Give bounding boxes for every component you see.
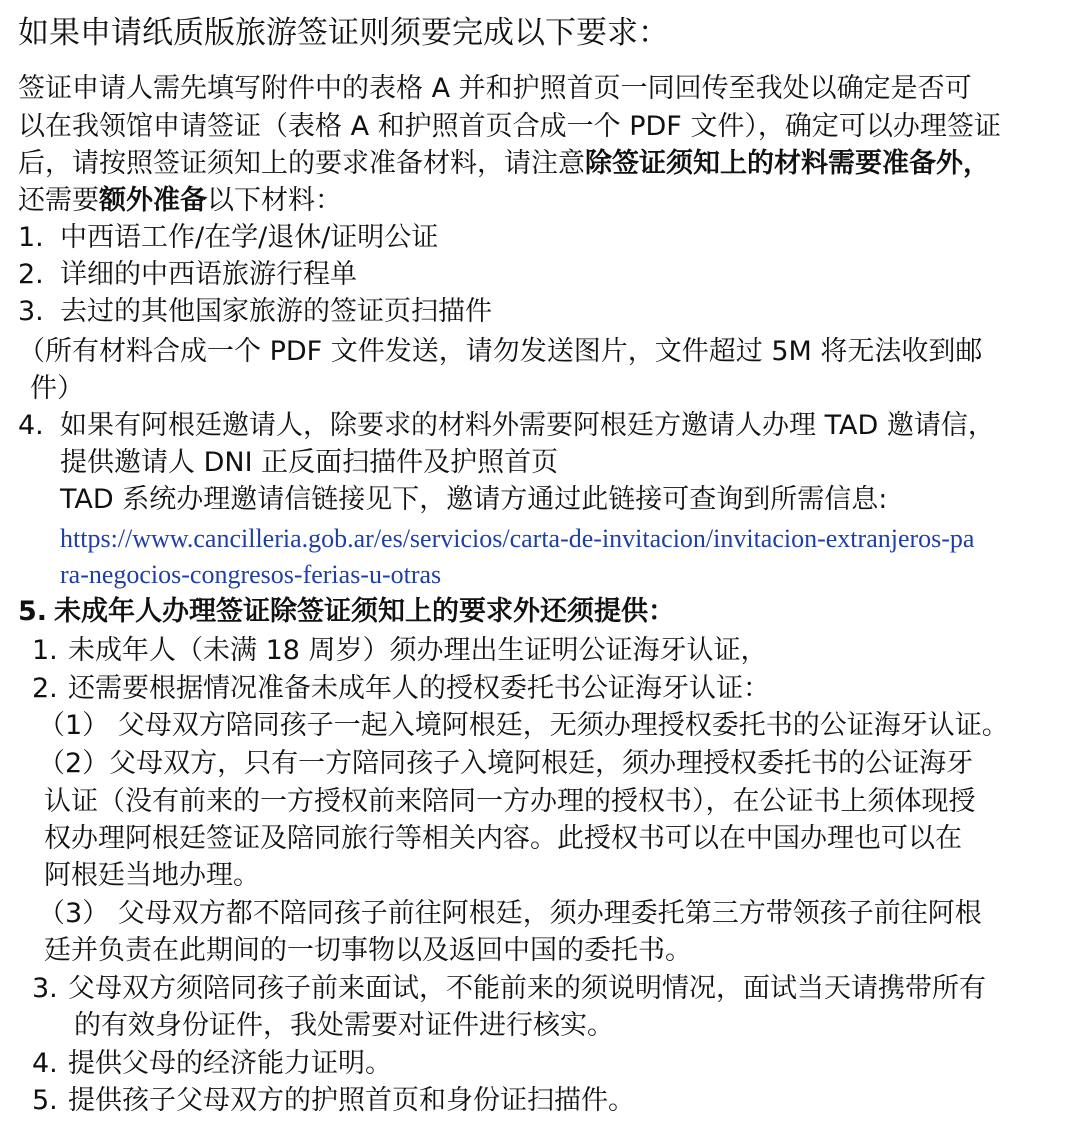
list-item-number: 5. xyxy=(18,596,48,627)
sub-item-number: 4. xyxy=(32,1048,58,1079)
sub-item-number: 1. xyxy=(32,635,58,666)
invitation-link-line-1[interactable]: https://www.cancilleria.gob.ar/es/servicios/carta-de-invitacion/invitacion-extranjeros-pa xyxy=(60,524,975,553)
intro-line-4-tail: 以下材料： xyxy=(207,185,342,216)
intro-line-4-text: 还需要 xyxy=(18,185,99,216)
sub-item-text: 还需要根据情况准备未成年人的授权委托书公证海牙认证： xyxy=(68,673,770,704)
list-item-text: 中西语工作/在学/退休/证明公证 xyxy=(60,222,439,253)
case-1: （1） 父母双方陪同孩子一起入境阿根廷，无须办理授权委托书的公证海牙认证。 xyxy=(38,710,1009,741)
case-2-line-1: （2）父母双方，只有一方陪同孩子入境阿根廷，须办理授权委托书的公证海牙 xyxy=(38,748,974,779)
sub-item xyxy=(32,1045,392,1082)
sub-item-number: 2. xyxy=(32,673,58,704)
case-2-line-3: 权办理阿根廷签证及陪同旅行等相关内容。此授权书可以在中国办理也可以在 xyxy=(44,823,962,854)
sub-item xyxy=(32,1082,635,1119)
intro-line-4-emphasis: 额外准备 xyxy=(99,185,207,216)
case-3-line-1: （3） 父母双方都不陪同孩子前往阿根廷，须办理委托第三方带领孩子前往阿根 xyxy=(38,898,982,929)
item-4-line-1 xyxy=(18,407,995,444)
case-2-line-4: 阿根廷当地办理。 xyxy=(44,860,260,891)
case-3-line-2: 廷并负责在此期间的一切事物以及返回中国的委托书。 xyxy=(44,935,692,966)
sub-item-number: 3. xyxy=(32,973,58,1004)
sub-item xyxy=(32,632,768,669)
invitation-link-line-2[interactable]: ra-negocios-congresos-ferias-u-otras xyxy=(60,560,442,589)
sub-item-3-line-2: 的有效身份证件，我处需要对证件进行核实。 xyxy=(74,1010,614,1041)
intro-line-1: 签证申请人需先填写附件中的表格 A 并和护照首页一同回传至我处以确定是否可 xyxy=(18,73,972,104)
list-item xyxy=(18,219,438,256)
case-2-line-2: 认证（没有前来的一方授权前来陪同一方办理的授权书），在公证书上须体现授 xyxy=(44,786,976,817)
list-item xyxy=(18,256,357,293)
list-item-text: 去过的其他国家旅游的签证页扫描件 xyxy=(60,296,492,327)
item-5-heading-text: 未成年人办理签证除签证须知上的要求外还须提供： xyxy=(54,596,675,627)
intro-line-2: 以在我领馆申请签证（表格 A 和护照首页合成一个 PDF 文件），确定可以办理签证 xyxy=(18,111,1001,142)
intro-line-3-text: 后，请按照签证须知上的要求准备材料，请注意 xyxy=(18,148,585,179)
sub-item-number: 5. xyxy=(32,1085,58,1116)
sub-item-text: 提供孩子父母双方的护照首页和身份证扫描件。 xyxy=(68,1085,635,1116)
sub-item-text: 父母双方须陪同孩子前来面试，不能前来的须说明情况，面试当天请携带所有 xyxy=(68,973,986,1004)
item-4-text: 如果有阿根廷邀请人，除要求的材料外需要阿根廷方邀请人办理 TAD 邀请信， xyxy=(60,410,995,441)
item-4-line-3: TAD 系统办理邀请信链接见下，邀请方通过此链接可查询到所需信息: xyxy=(60,484,888,515)
list-item-number: 3. xyxy=(18,296,44,327)
intro-line-3-emphasis: 除签证须知上的材料需要准备外， xyxy=(585,148,990,179)
intro-line-4 xyxy=(18,182,342,219)
item-5-heading xyxy=(18,593,675,630)
list-item-text: 详细的中西语旅游行程单 xyxy=(60,259,357,290)
note-line-2: 件） xyxy=(30,373,84,404)
intro-line-3 xyxy=(18,145,990,182)
page-title: 如果申请纸质版旅游签证则须要完成以下要求： xyxy=(18,15,669,51)
list-item-number: 4. xyxy=(18,410,44,441)
list-item-number: 1. xyxy=(18,222,44,253)
list-item xyxy=(18,293,492,330)
sub-item-text: 未成年人（未满 18 周岁）须办理出生证明公证海牙认证， xyxy=(68,635,768,666)
note-line-1: （所有材料合成一个 PDF 文件发送，请勿发送图片，文件超过 5M 将无法收到邮 xyxy=(18,336,983,367)
list-item-number: 2. xyxy=(18,259,44,290)
item-4-line-2: 提供邀请人 DNI 正反面扫描件及护照首页 xyxy=(60,447,559,478)
sub-item xyxy=(32,670,770,707)
sub-item-text: 提供父母的经济能力证明。 xyxy=(68,1048,392,1079)
sub-item xyxy=(32,970,986,1007)
